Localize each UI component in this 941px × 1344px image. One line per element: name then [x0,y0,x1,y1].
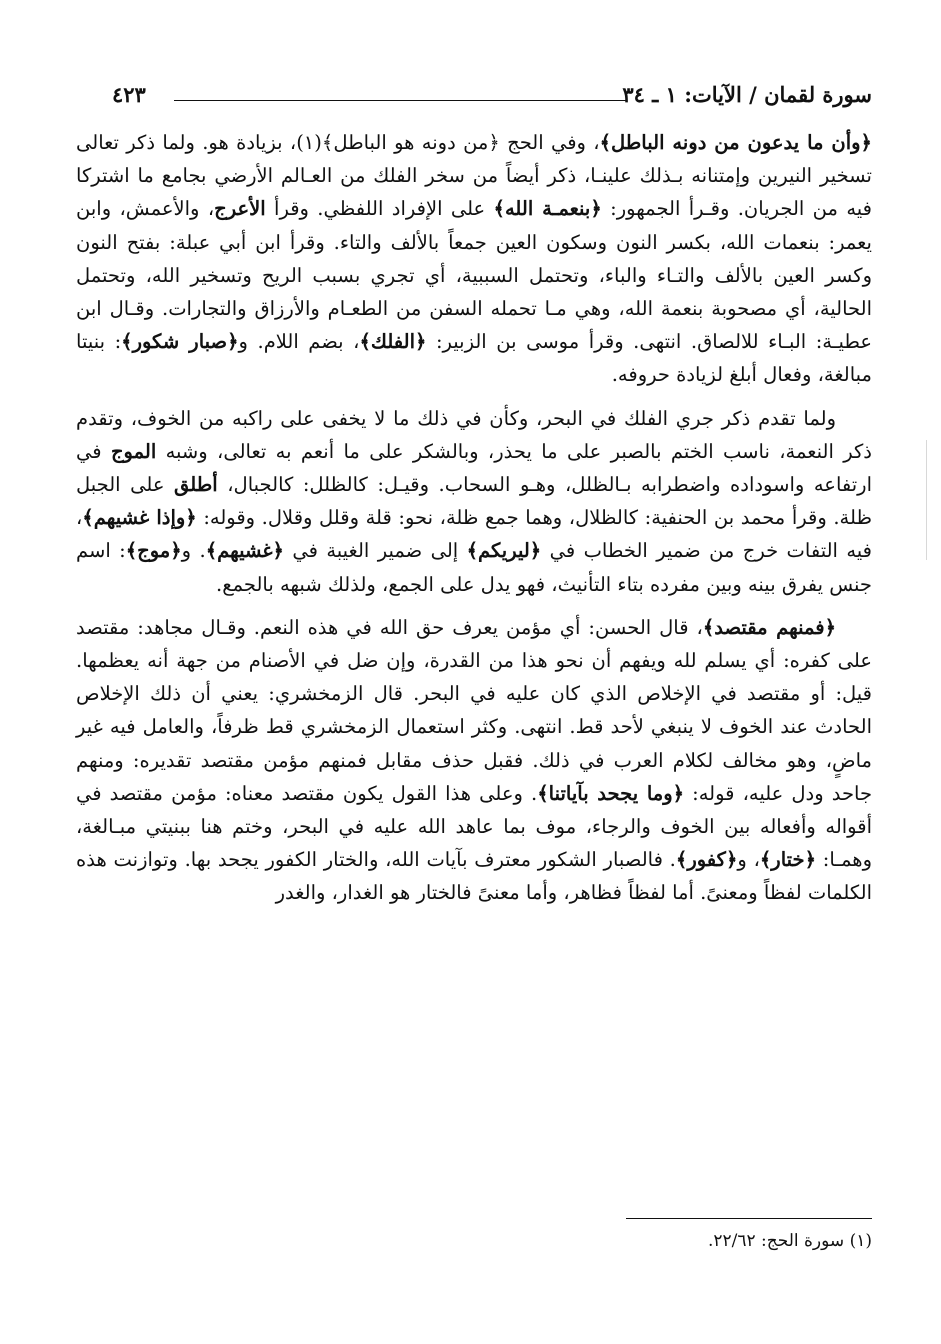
emphasis-text: ﴿فمنهم مقتصد﴾ [702,615,836,639]
emphasis-text: الأعرج [214,197,266,221]
footnote-rule [626,1218,872,1219]
body-text: ، بضم اللام. و [238,330,360,354]
body-text: ، قال الحسن: أي مؤمن يعرف حق الله في هذه النعم. وقـال مجاهد: مقتصد على كفره: أي يسلم لله ويفهم أن نحو هذا من القدرة، وإن ضل في الأصنام من جهة أنه يعظمها. قيل: أو مقتصد في الإخلاص الذي كان عليه في البحر. قال الزمخشري: يعني أن ذلك الإخلاص الحادث عند الخوف لا ينبغي لأحد قط. انتهى. وكثر استعمال الزمخشري قط ظرفاً، والعامل فيه غير ماضٍ، وهو مخالف لكلام العرب في ذلك. فقبل حذف مقابل فمنهم مؤمن مقتصد تقديره: ومنهم جاحد ودل عليه، قوله: [76,615,873,805]
emphasis-text: ﴿وما يجحد بآياتنا﴾ [537,781,685,805]
body-text: ، و [737,848,760,872]
body-text: (١) [296,131,322,154]
body-text: ، فيه التفات خرج من ضمير الخطاب في [76,506,872,563]
body-text: . و [181,539,206,563]
emphasis-text: الموج [110,439,157,463]
emphasis-text: ﴿صبار شكور﴾ [121,330,239,354]
header-rule [174,100,626,101]
body-text: ، بزيادة هو. ولما ذكر تعالى تسخير النيرين وإمتنانه بـذلك علينـا، ذكر أيضاً من سخر الفلك من العـالم الأرضي بجامع ما اشتركا فيه من الجريان. وقـرأ الجمهور: [76,131,872,221]
paragraph-1 [76,126,872,392]
emphasis-text: أطلق [174,473,218,497]
body-text: . وعلى هذا القول يكون مقتصد معناه: مؤمن مقتصد في أقواله وأفعاله بين الخوف والرجاء، موف بما عاهد الله عليه في البحر، وختم هنا ببنيتي مبـالغة، وهمـا: [76,781,872,872]
paragraph-3 [76,611,872,910]
emphasis-text: ﴿ليريكم﴾ [466,539,542,563]
body-text: ولما تقدم ذكر جري الفلك في البحر، وكأن في ذلك ما لا يخفى على راكبه من الخوف، وتقدم ذكر النعمة، ناسب الختم بالصبر على ما يحذر، وبالشكر على ما أنعم به تعالى، وشبه [76,406,872,463]
emphasis-text: ﴿الفلك﴾ [359,330,427,354]
page-number: ٤٢٣ [112,82,146,107]
body-text: على الجبل ظلة. وقرأ محمد بن الحنفية: كالظلال، وهما جمع ظلة، نحو: قلة وقلل وقلال. وقوله: [76,473,872,530]
body-text: : اسم جنس يفرق بينه وبين مفرده بتاء التأنيث، فهو يدل على الجمع، ولذلك شبهه بالجمع. [76,539,872,596]
page-body [76,126,872,910]
emphasis-text: ﴿موج﴾ [125,539,182,563]
running-header [112,80,872,114]
footnote: (١) سورة الحج: ٢٢/٦٢. [707,1231,872,1251]
body-text: في ارتفاعه واسوداده واضطرابه بـالظلل، وهـو السحاب. وقيـل: كالظلل: كالجبال، [76,439,873,497]
header-title: سورة لقمان / الآيات: ١ ـ ٣٤ [622,82,872,107]
paragraph-2 [76,402,872,601]
emphasis-text: ﴿ختار﴾ [759,848,817,872]
body-text: على الإفراد اللفظي. وقرأ [265,197,494,221]
margin-mark [926,440,927,560]
body-text: : بنيتا مبالغة، وفعال أبلغ لزيادة حروفه. [76,330,872,387]
emphasis-text: ﴿بنعمـة الله﴾ [493,197,602,221]
body-text: ، والأعمش، وابن يعمر: بنعمات الله، بكسر النون وسكون العين جمعاً بالألف والتاء. وقرأ ابن أبي عبلة: بفتح النون وكسر العين بالألف والتـاء والباء، وتحتمل السببية، أي تجري بسبب الريح وتسخير الله، وتحتمل الحالية، أي مصحوبة بنعمة الله، وهي مـا تحمله السفن من الطعـام والأرزاق والتجارات. وقـال ابن عطيـة: البـاء للالصاق. انتهى. وقرأ موسى بن الزبير: [76,197,872,354]
emphasis-text: ﴿كفور﴾ [675,848,738,872]
emphasis-text: ﴿وإذا غشيهم﴾ [82,506,197,530]
body-text: إلى ضمير الغيبة في [283,539,467,563]
body-text: ، وفي الحج ﴿من دونه هو الباطل﴾ [321,131,600,154]
emphasis-text: ﴿غشيهم﴾ [205,539,284,563]
emphasis-text: ﴿وأن ما يدعون من دونه الباطل﴾ [599,131,872,154]
body-text: . فالصبار الشكور معترف بآيات الله، والختار الكفور يجحد بها. وتوازنت هذه الكلمات لفظاً ومعنىً. أما لفظاً فظاهر، وأما معنىً فالختار هو الغدار، والغدر [76,848,872,905]
